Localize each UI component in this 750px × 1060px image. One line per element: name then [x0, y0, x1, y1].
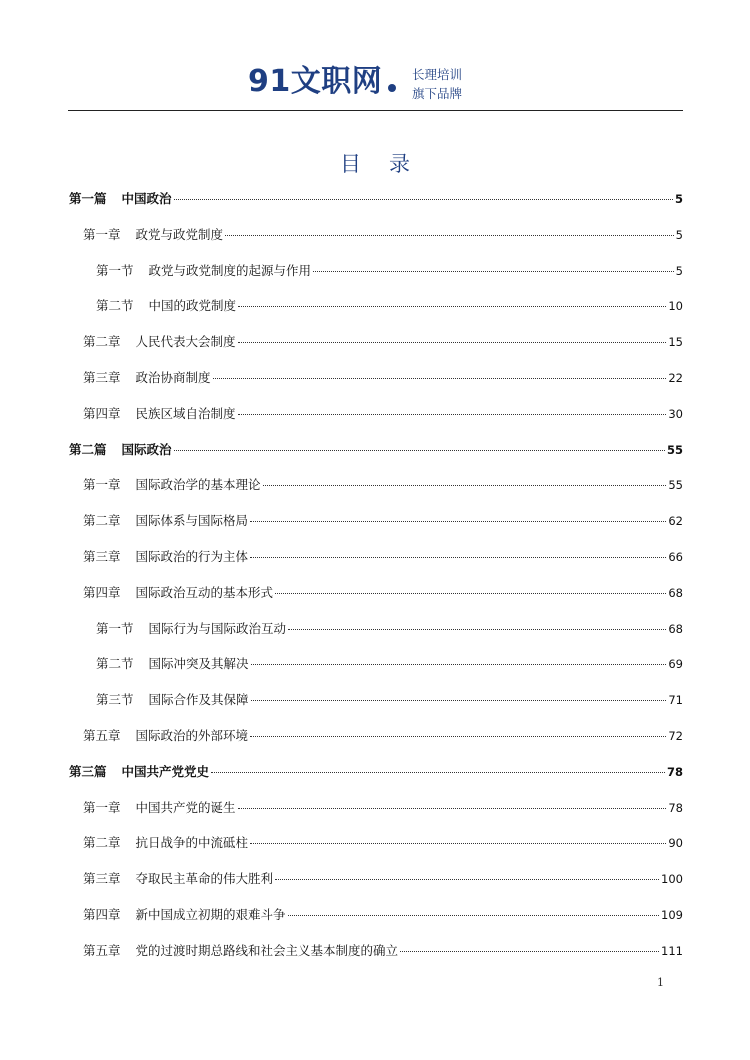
toc-title: 目录 — [340, 152, 438, 176]
toc-entry-page: 22 — [668, 371, 683, 385]
toc-entry[interactable] — [96, 690, 683, 708]
toc-dot-leader — [250, 521, 666, 522]
toc-entry-number: 第五章 — [83, 728, 121, 743]
toc-entry-title: 政党与政党制度 — [135, 227, 224, 242]
toc-dot-leader — [174, 450, 665, 451]
toc-dot-leader — [251, 700, 667, 701]
logo-text: 91文职网 — [248, 64, 383, 99]
toc-entry-number: 第四章 — [83, 406, 121, 421]
toc-entry-title: 国际政治的行为主体 — [135, 549, 249, 564]
toc-entry-title: 民族区域自治制度 — [135, 406, 236, 421]
toc-entry-title: 国际政治互动的基本形式 — [135, 585, 274, 600]
toc-dot-leader — [313, 271, 674, 272]
toc-entry-page: 68 — [668, 586, 683, 600]
toc-entry-page: 78 — [668, 801, 683, 815]
toc-entry-title: 国际体系与国际格局 — [135, 513, 249, 528]
toc-entry-page: 55 — [668, 478, 683, 492]
toc-entry-title: 中国共产党党史 — [121, 764, 210, 779]
toc-entry[interactable] — [83, 905, 683, 923]
toc-entry-page: 90 — [668, 836, 683, 850]
toc-dot-leader — [263, 485, 667, 486]
toc-entry[interactable] — [96, 261, 683, 279]
toc-entry-number: 第一节 — [96, 263, 134, 278]
toc-entry-number: 第二篇 — [69, 442, 107, 457]
header-divider — [68, 110, 683, 111]
toc-entry[interactable] — [83, 225, 683, 243]
toc-entry-page: 69 — [668, 657, 683, 671]
toc-entry-page: 10 — [668, 299, 683, 313]
toc-entry-page: 109 — [661, 908, 683, 922]
toc-entry[interactable] — [69, 440, 683, 458]
toc-entry-number: 第三章 — [83, 871, 121, 886]
toc-dot-leader — [250, 843, 666, 844]
toc-entry-title: 新中国成立初期的艰难斗争 — [135, 907, 286, 922]
toc-entry[interactable] — [83, 475, 683, 493]
toc-dot-leader — [288, 915, 660, 916]
toc-dot-leader — [275, 879, 659, 880]
toc-dot-leader — [275, 593, 666, 594]
toc-entry-title: 国际合作及其保障 — [148, 692, 249, 707]
toc-entry[interactable] — [69, 762, 683, 780]
toc-entry-page: 62 — [668, 514, 683, 528]
tagline-line-2: 旗下品牌 — [412, 86, 463, 101]
toc-entry-page: 72 — [668, 729, 683, 743]
toc-entry[interactable] — [83, 869, 683, 887]
toc-entry-page: 5 — [675, 264, 683, 278]
toc-entry-number: 第二章 — [83, 334, 121, 349]
toc-entry[interactable] — [69, 189, 683, 207]
toc-dot-leader — [251, 664, 667, 665]
toc-entry-title: 抗日战争的中流砥柱 — [135, 835, 249, 850]
toc-entry-title: 中国的政党制度 — [148, 298, 237, 313]
toc-entry-number: 第四章 — [83, 585, 121, 600]
toc-dot-leader — [288, 629, 666, 630]
toc-dot-leader — [238, 342, 667, 343]
toc-entry[interactable] — [83, 941, 683, 959]
toc-entry-page: 66 — [668, 550, 683, 564]
toc-entry-page: 30 — [668, 407, 683, 421]
toc-entry[interactable] — [83, 798, 683, 816]
toc-entry-title: 人民代表大会制度 — [135, 334, 236, 349]
toc-entry-number: 第二节 — [96, 298, 134, 313]
toc-entry-number: 第二节 — [96, 656, 134, 671]
toc-entry[interactable] — [83, 332, 683, 350]
toc-dot-leader — [225, 235, 674, 236]
toc-entry-page: 111 — [661, 944, 683, 958]
toc-entry[interactable] — [83, 368, 683, 386]
toc-entry-page: 5 — [674, 192, 683, 206]
toc-entry-number: 第一章 — [83, 477, 121, 492]
page-header — [0, 60, 750, 110]
toc-entry-title: 中国政治 — [121, 191, 172, 206]
toc-entry[interactable] — [83, 511, 683, 529]
toc-entry[interactable] — [96, 654, 683, 672]
brand-tagline — [412, 65, 462, 103]
toc-entry-page: 71 — [668, 693, 683, 707]
toc-dot-leader — [400, 951, 659, 952]
toc-entry-title: 政党与政党制度的起源与作用 — [148, 263, 312, 278]
toc-entry-title: 政治协商制度 — [135, 370, 211, 385]
toc-entry-number: 第三节 — [96, 692, 134, 707]
toc-entry-page: 5 — [675, 228, 683, 242]
toc-entry-page: 68 — [668, 622, 683, 636]
toc-entry-number: 第三篇 — [69, 764, 107, 779]
toc-entry-number: 第五章 — [83, 943, 121, 958]
toc-entry-number: 第三章 — [83, 370, 121, 385]
toc-entry-title: 国际行为与国际政治互动 — [148, 621, 287, 636]
toc-entry-title: 国际政治学的基本理论 — [135, 477, 261, 492]
toc-entry[interactable] — [96, 296, 683, 314]
toc-entry-title: 国际政治 — [121, 442, 172, 457]
toc-entry[interactable] — [83, 404, 683, 422]
toc-dot-leader — [250, 557, 666, 558]
toc-entry[interactable] — [96, 619, 683, 637]
toc-entry-number: 第一节 — [96, 621, 134, 636]
toc-entry-number: 第二章 — [83, 835, 121, 850]
toc-entry-number: 第一篇 — [69, 191, 107, 206]
toc-entry-title: 国际冲突及其解决 — [148, 656, 249, 671]
toc-entry[interactable] — [83, 726, 683, 744]
toc-entry-title: 中国共产党的诞生 — [135, 800, 236, 815]
toc-entry-number: 第三章 — [83, 549, 121, 564]
toc-entry-title: 党的过渡时期总路线和社会主义基本制度的确立 — [135, 943, 399, 958]
toc-dot-leader — [250, 736, 666, 737]
tagline-line-1: 长理培训 — [412, 67, 463, 82]
brand-logo — [248, 62, 396, 102]
toc-dot-leader — [238, 414, 667, 415]
toc-entry-page: 15 — [668, 335, 683, 349]
toc-entry-number: 第一章 — [83, 800, 121, 815]
page-number: 1 — [657, 976, 664, 989]
logo-dot-icon — [388, 84, 396, 92]
toc-entry[interactable] — [83, 547, 683, 565]
toc-entry-page: 78 — [666, 765, 683, 779]
toc-entry-page: 100 — [661, 872, 683, 886]
toc-entry-title: 夺取民主革命的伟大胜利 — [135, 871, 274, 886]
toc-dot-leader — [238, 306, 666, 307]
toc-entry-title: 国际政治的外部环境 — [135, 728, 249, 743]
toc-dot-leader — [213, 378, 667, 379]
toc-entry-number: 第一章 — [83, 227, 121, 242]
toc-dot-leader — [174, 199, 673, 200]
toc-dot-leader — [238, 808, 667, 809]
toc-entry-page: 55 — [666, 443, 683, 457]
toc-dot-leader — [211, 772, 665, 773]
toc-entry[interactable] — [83, 583, 683, 601]
toc-entry[interactable] — [83, 833, 683, 851]
toc-entry-number: 第二章 — [83, 513, 121, 528]
toc-entry-number: 第四章 — [83, 907, 121, 922]
